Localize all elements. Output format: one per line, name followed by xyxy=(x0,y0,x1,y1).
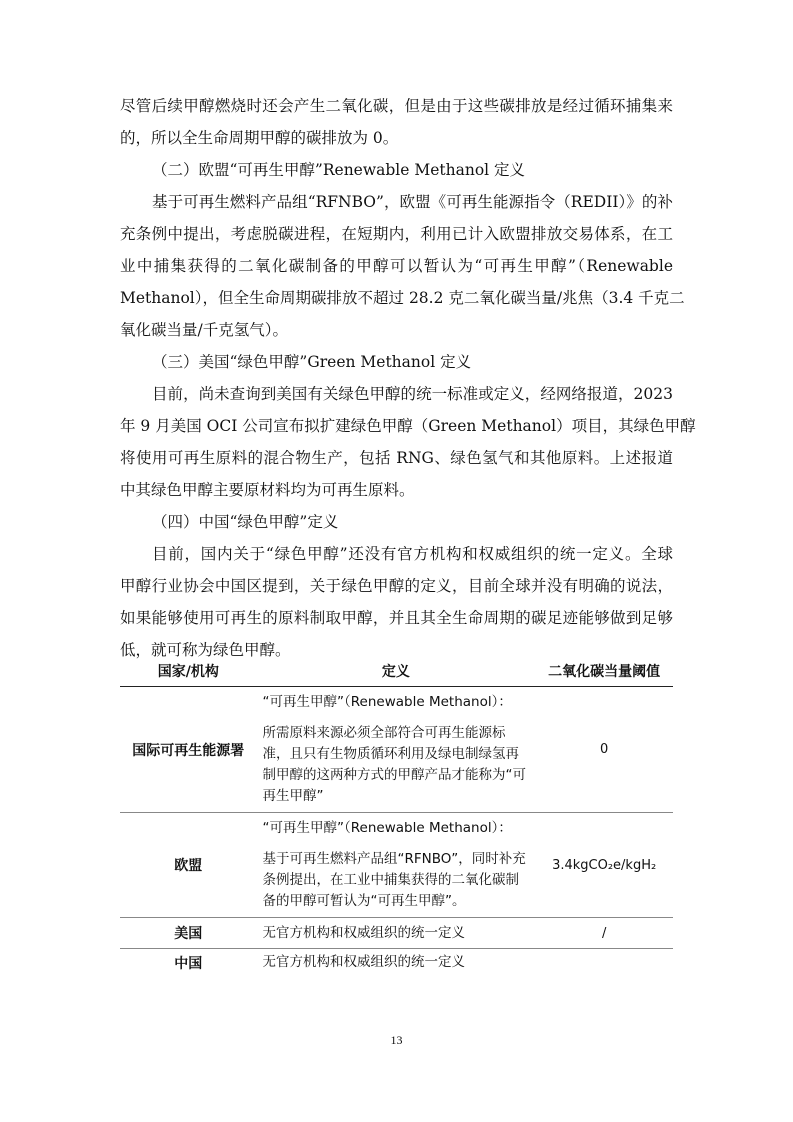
paragraph-line: 目前，国内关于“绿色甲醇”还没有官方机构和权威组织的统一定义。全球 xyxy=(152,545,673,563)
paragraph-line: 年 9 月美国 OCI 公司宣布拟扩建绿色甲醇（Green Methanol）项目，其绿色甲醇 xyxy=(120,417,696,435)
paragraph-line: 如果能够使用可再生的原料制取甲醇，并且其全生命周期的碳足迹能够做到足够 xyxy=(120,609,673,627)
country-cell: 国际可再生能源署 xyxy=(120,687,257,813)
paragraph-line: 甲醇行业协会中国区提到，关于绿色甲醇的定义，目前全球并没有明确的说法， xyxy=(120,577,673,595)
paragraph-line: 业中捕集获得的二氧化碳制备的甲醇可以暂认为“可再生甲醇”（Renewable xyxy=(120,257,673,275)
paragraph-line: 基于可再生燃料产品组“RFNBO”，欧盟《可再生能源指令（REDII）》的补 xyxy=(152,193,673,211)
country-cell: 美国 xyxy=(120,918,257,949)
paragraph-line: 的，所以全生命周期甲醇的碳排放为 0。 xyxy=(120,129,399,147)
threshold-cell xyxy=(535,949,673,977)
paragraph-line: 充条例中提出，考虑脱碳进程，在短期内，利用已计入欧盟排放交易体系，在工 xyxy=(120,225,673,243)
country-cell: 欧盟 xyxy=(120,813,257,918)
section-heading-us: （三）美国“绿色甲醇”Green Methanol 定义 xyxy=(152,353,472,371)
paragraph-line: 低，就可称为绿色甲醇。 xyxy=(120,641,291,659)
threshold-cell: 3.4kgCO₂e/kgH₂ xyxy=(535,813,673,918)
definition-cell xyxy=(257,687,536,813)
section-heading-china: （四）中国“绿色甲醇”定义 xyxy=(152,513,339,531)
column-header: 二氧化碳当量阈值 xyxy=(535,656,673,687)
page-number: 13 xyxy=(390,1033,403,1047)
paragraph-line: 将使用可再生原料的混合物生产，包括 RNG、绿色氢气和其他原料。上述报道 xyxy=(120,449,673,467)
paragraph-line: Methanol），但全生命周期碳排放不超过 28.2 克二氧化碳当量/兆焦（3.4 千克二 xyxy=(120,289,685,307)
column-header: 定义 xyxy=(257,656,536,687)
paragraph-line: 目前，尚未查询到美国有关绿色甲醇的统一标准或定义，经网络报道，2023 xyxy=(152,385,673,403)
paragraph-line: 尽管后续甲醇燃烧时还会产生二氧化碳，但是由于这些碳排放是经过循环捕集来 xyxy=(120,97,673,115)
table-row xyxy=(120,687,673,813)
country-cell: 中国 xyxy=(174,955,203,972)
definition-cell: 无官方机构和权威组织的统一定义 xyxy=(257,918,536,949)
table-header-row xyxy=(120,656,673,687)
paragraph-line: 氧化碳当量/千克氢气）。 xyxy=(120,321,288,339)
paragraph-line: 中其绿色甲醇主要原材料均为可再生原料。 xyxy=(120,481,415,499)
definition-table xyxy=(120,656,673,977)
table-row xyxy=(120,813,673,918)
column-header: 国家/机构 xyxy=(120,656,257,687)
definition-body: 所需原料来源必须全部符合可再生能源标准，且只有生物质循环利用及绿电制绿氢再制甲醇的这两种方式的甲醇产品才能称为“可再生甲醇” xyxy=(262,725,527,804)
definition-heading: “可再生甲醇”（Renewable Methanol）： xyxy=(262,820,512,836)
definition-body: 基于可再生燃料产品组“RFNBO”，同时补充条例提出，在工业中捕集获得的二氧化碳制备的甲醇可暂认为“可再生甲醇”。 xyxy=(262,851,526,909)
table-row xyxy=(120,918,673,949)
definition-heading: “可再生甲醇”（Renewable Methanol）： xyxy=(262,694,512,710)
definition-cell: 无官方机构和权威组织的统一定义 xyxy=(262,954,466,971)
table-row xyxy=(120,949,673,977)
threshold-cell: / xyxy=(535,918,673,949)
section-heading-eu: （二）欧盟“可再生甲醇”Renewable Methanol 定义 xyxy=(152,161,526,179)
threshold-cell: 0 xyxy=(535,687,673,813)
definition-cell xyxy=(257,813,536,918)
